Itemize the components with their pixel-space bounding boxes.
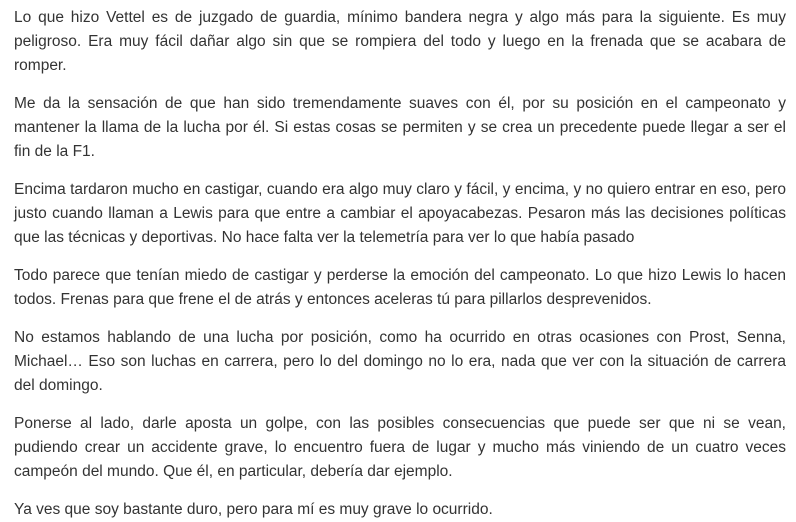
paragraph-4: Todo parece que tenían miedo de castigar y perderse la emoción del campeonato. Lo que hizo Lewis lo hacen todos. Frenas para que frene el de atrás y entonces aceleras tú para pillarlos desprevenidos. [14, 267, 786, 308]
paragraph-1: Lo que hizo Vettel es de juzgado de guardia, mínimo bandera negra y algo más para la siguiente. Es muy peligroso. Era muy fácil dañar algo sin que se rompiera del todo y luego en la frenada que se acabara de romper. [14, 9, 786, 74]
paragraph-7: Ya ves que soy bastante duro, pero para mí es muy grave lo ocurrido. [14, 501, 493, 518]
paragraph-5: No estamos hablando de una lucha por posición, como ha ocurrido en otras ocasiones con Prost, Senna, Michael… Eso son luchas en carrera, pero lo del domingo no lo era, nada que ver con la situación de carrera del domingo. [14, 329, 786, 394]
paragraph-2: Me da la sensación de que han sido tremendamente suaves con él, por su posición en el campeonato y mantener la llama de la lucha por él. Si estas cosas se permiten y se crea un precedente puede llegar a ser el fin de la F1. [14, 95, 786, 160]
paragraph-6: Ponerse al lado, darle aposta un golpe, con las posibles consecuencias que puede ser que ni se vean, pudiendo crear un accidente grave, lo encuentro fuera de lugar y mucho más viniendo de un cuatro veces campeón del mundo. Que él, en particular, debería dar ejemplo. [14, 415, 786, 480]
paragraph-3: Encima tardaron mucho en castigar, cuando era algo muy claro y fácil, y encima, y no quiero entrar en eso, pero justo cuando llaman a Lewis para que entre a cambiar el apoyacabezas. Pesaron más las decisiones políticas que las técnicas y deportivas. No hace falta ver la telemetría para ver lo que había pasado [14, 181, 786, 246]
